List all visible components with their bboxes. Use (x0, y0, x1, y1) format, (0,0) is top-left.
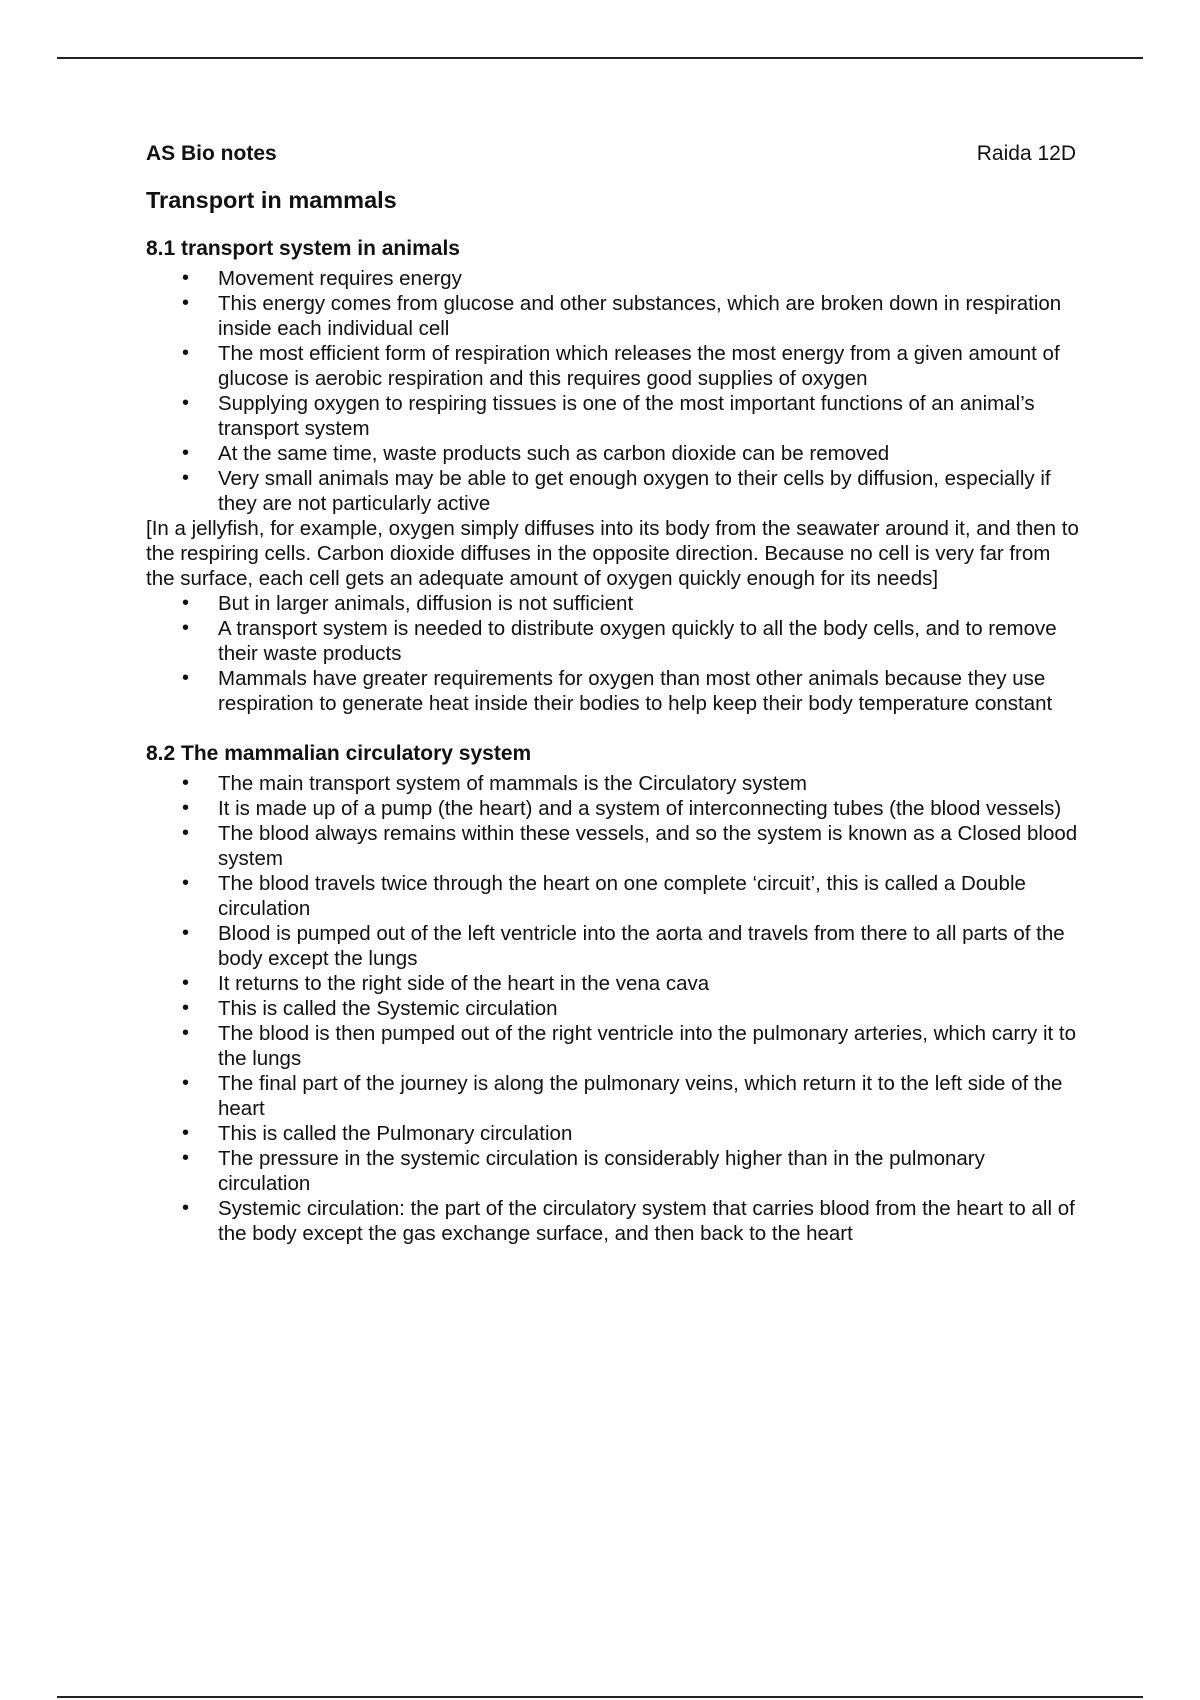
jellyfish-paragraph: [In a jellyfish, for example, oxygen simply diffuses into its body from the seawater around it, and then to the respiring cells. Carbon dioxide diffuses in the opposite direction. Because no cell is very far from the surface, each cell gets an adequate amount of oxygen quickly enough for its needs] (146, 517, 1079, 590)
section-8-2-list (146, 771, 1082, 1246)
section-8-1-list-a (146, 266, 1082, 516)
list-item: • Blood is pumped out of the left ventricle into the aorta and travels from there to all parts of the body except the lungs (146, 921, 1082, 971)
document-page (146, 140, 1082, 1246)
list-item: • The final part of the journey is along the pulmonary veins, which return it to the left side of the heart (146, 1071, 1082, 1121)
list-item: • Mammals have greater requirements for oxygen than most other animals because they use respiration to generate heat inside their bodies to help keep their body temperature constant (146, 666, 1082, 716)
list-item: • At the same time, waste products such as carbon dioxide can be removed (146, 441, 1082, 466)
page-header (146, 140, 1082, 168)
section-8-1-list-b (146, 591, 1082, 716)
list-item: • Systemic circulation: the part of the circulatory system that carries blood from the heart to all of the body except the gas exchange surface, and then back to the heart (146, 1196, 1082, 1246)
list-item: • It returns to the right side of the heart in the vena cava (146, 971, 1082, 996)
list-item: • The blood travels twice through the heart on one complete ‘circuit’, this is called a Double circulation (146, 871, 1082, 921)
list-item: • Movement requires energy (146, 266, 1082, 291)
list-item: • This is called the Systemic circulation (146, 996, 1082, 1021)
list-item: • The main transport system of mammals is the Circulatory system (146, 771, 1082, 796)
list-item: • This energy comes from glucose and other substances, which are broken down in respiration inside each individual cell (146, 291, 1082, 341)
list-item: • This is called the Pulmonary circulation (146, 1121, 1082, 1146)
list-item: • Very small animals may be able to get enough oxygen to their cells by diffusion, especially if they are not particularly active (146, 466, 1082, 516)
header-author: Raida 12D (976, 142, 1076, 165)
bottom-rule (57, 1696, 1143, 1698)
header-subject: AS Bio notes (146, 142, 277, 165)
list-item: • Supplying oxygen to respiring tissues is one of the most important functions of an animal’s transport system (146, 391, 1082, 441)
section-heading-8-1: 8.1 transport system in animals (146, 237, 460, 260)
list-item: • The blood always remains within these vessels, and so the system is known as a Closed blood system (146, 821, 1082, 871)
list-item: • A transport system is needed to distribute oxygen quickly to all the body cells, and to remove their waste products (146, 616, 1082, 666)
list-item: • The most efficient form of respiration which releases the most energy from a given amount of glucose is aerobic respiration and this requires good supplies of oxygen (146, 341, 1082, 391)
top-rule (57, 57, 1143, 59)
list-item: • The pressure in the systemic circulation is considerably higher than in the pulmonary circulation (146, 1146, 1082, 1196)
list-item: • But in larger animals, diffusion is not sufficient (146, 591, 1082, 616)
list-item: • It is made up of a pump (the heart) and a system of interconnecting tubes (the blood vessels) (146, 796, 1082, 821)
list-item: • The blood is then pumped out of the right ventricle into the pulmonary arteries, which carry it to the lungs (146, 1021, 1082, 1071)
section-heading-8-2: 8.2 The mammalian circulatory system (146, 742, 532, 765)
document-title: Transport in mammals (146, 187, 397, 213)
section-spacer (146, 716, 1082, 740)
